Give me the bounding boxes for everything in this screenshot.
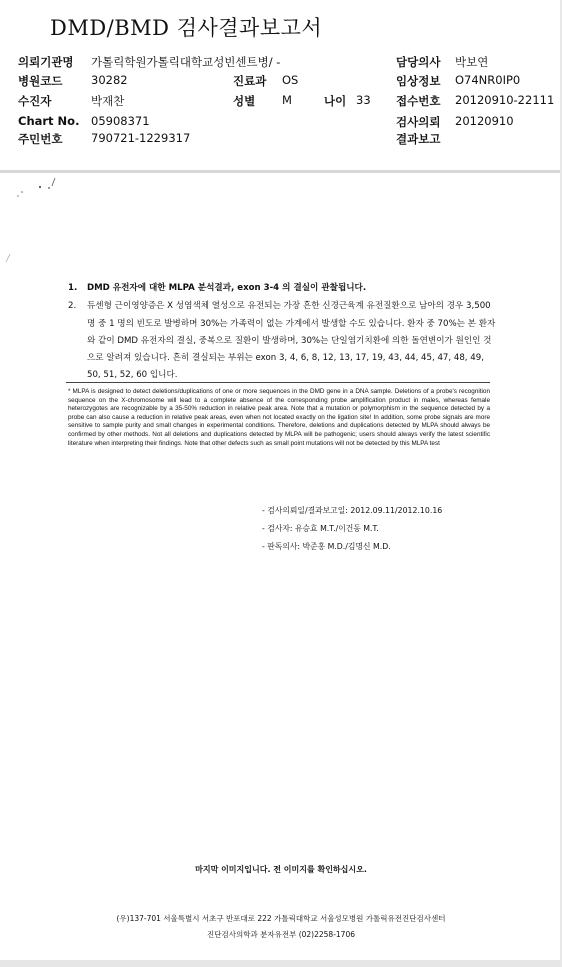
last-page-notice: 마지막 이미지입니다. 전 이미지를 확인하십시오.	[195, 865, 367, 874]
sex-value: M	[282, 93, 292, 107]
rrn-value: 790721-1229317	[91, 131, 191, 145]
reader-line: - 판독의사: 박준홍 M.D./김명신 M.D.	[262, 542, 391, 551]
finding-number: 1.	[68, 283, 78, 293]
finding-item	[68, 280, 496, 297]
sex-label: 성별	[233, 94, 256, 108]
hospital-code-value: 30282	[91, 73, 128, 87]
footer-address: (우)137-701 서울특별시 서초구 반포대로 222 가톨릭대학교 서울성모병원 가톨릭유전진단검사센터	[116, 914, 446, 923]
report-title: DMD/BMD 검사결과보고서	[50, 16, 323, 40]
dept-label: 진료과	[233, 74, 267, 88]
request-label: 검사의뢰	[396, 115, 441, 129]
request-value: 20120910	[455, 114, 514, 128]
age-label: 나이	[324, 94, 347, 108]
signature-block	[262, 502, 442, 556]
footer-dept: 진단검사의학과 분자유전부 (02)2258-1706	[207, 930, 355, 939]
header-row-5	[0, 131, 562, 148]
agency-value: 가톨릭학원가톨릭대학교성빈센트병/ -	[91, 55, 281, 69]
bottom-border	[0, 960, 562, 967]
patient-label: 수진자	[18, 94, 52, 108]
receipt-value: 20120910-22111	[455, 93, 555, 107]
patient-value: 박재찬	[91, 94, 125, 108]
hospital-code-label: 병원코드	[18, 74, 63, 88]
doctor-label: 담당의사	[396, 55, 441, 69]
report-footer	[0, 911, 562, 943]
clinical-label: 임상정보	[396, 74, 441, 88]
header-row-1	[0, 54, 562, 71]
receipt-label: 접수번호	[396, 94, 441, 108]
finding-number: 2.	[68, 301, 77, 312]
finding-text: 듀센형 근이영양증은 X 성염색체 열성으로 유전되는 가장 흔한 신경근육계 유전질환으로 남아의 경우 3,500 명 중 1 명의 빈도로 발병하며 30%는 가족력이 없는 가계에서 발생할 수도 있습니다. 환자 중 70%는 본 환자와 같이 DMD 유전자의 결실, 중복으로 질환이 발생하며, 30%는 단일염기치환에 의한 돌연변이가 원인인 것으로 알려져 있습니다. 흔히 결실되는 부위는 exon 3, 4, 6, 8, 12, 13, 17, 19, 43, 44, 45, 47, 48, 49, 50, 51, 52, 60 입니다.	[87, 301, 496, 381]
rrn-label: 주민번호	[18, 132, 63, 146]
header-row-2	[0, 73, 562, 90]
note-divider	[66, 382, 490, 383]
header-row-4	[0, 114, 562, 131]
chart-value: 05908371	[91, 114, 150, 128]
finding-text: DMD 유전자에 대한 MLPA 분석결과, exon 3-4 의 결실이 관찰됩니다.	[87, 283, 367, 293]
mlpa-note: * MLPA is designed to detect deletions/duplications of one or more sequences in the DMD gene in a DNA sample. Deletions of a probe's recognition sequence on the X-chromosome will lead to a complete absence of the corresponding probe amplification product in males, whereas female heterozygotes are recognizable by a 35-50% reduction in relative peak area. Note that a mutation or polymorphism in the sequence detected by a probe can also cause a reduction in relative peak areas, even when not located exactly on the ligation site! In addition, some probe signals are more sensitive to sample purity and small changes in experimental conditions. Therefore, deletions and duplications detected by MLPA should always be confirmed by other methods. Not all deletions and duplications detected by MLPA will be pathogenic; users should always verify the latest scientific literature when interpreting their findings. Note that other defects such as small point mutations will not be detected by this MLPA test	[68, 388, 490, 447]
clinical-value: O74NR0IP0	[455, 73, 521, 87]
report-dates: - 검사의뢰일/결과보고일: 2012.09.11/2012.10.16	[262, 506, 443, 515]
dept-value: OS	[282, 73, 299, 87]
report-header	[0, 52, 562, 156]
examiner-line: - 검사자: 유승효 M.T./이건동 M.T.	[262, 524, 379, 533]
header-separator	[0, 170, 562, 173]
doctor-value: 박보연	[455, 55, 489, 69]
header-row-3	[0, 93, 562, 110]
findings-list	[68, 280, 496, 385]
scan-specks	[0, 176, 100, 266]
agency-label: 의뢰기관명	[18, 55, 74, 69]
age-value: 33	[356, 93, 371, 107]
chart-label: Chart No.	[18, 114, 80, 128]
finding-item	[68, 298, 496, 384]
report-label: 결과보고	[396, 132, 441, 146]
